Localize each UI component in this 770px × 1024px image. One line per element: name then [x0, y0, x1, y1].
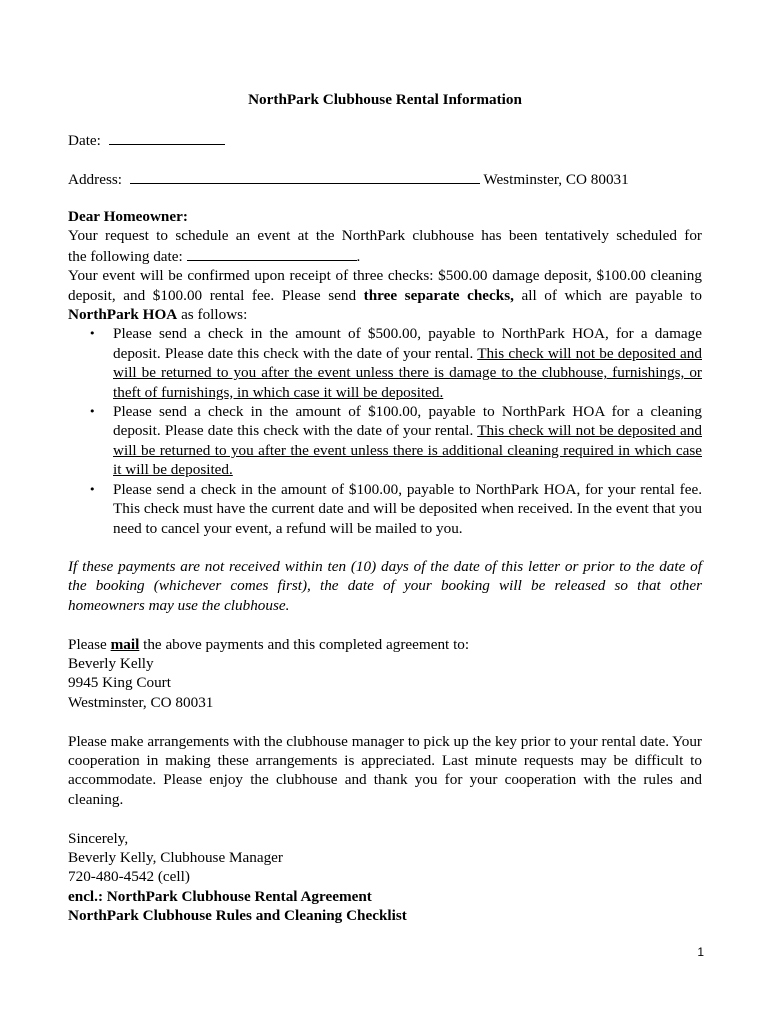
intro-line-1: Your request to schedule an event at the NorthPark clubhouse has been tentatively scheduled for	[68, 227, 702, 245]
closing: Sincerely,	[68, 829, 129, 847]
mail-city: Westminster, CO 80031	[68, 693, 214, 711]
address-label: Address:	[68, 171, 122, 188]
mail-prefix: Please	[68, 635, 111, 653]
payment-deadline-warning: If these payments are not received within ten (10) days of the date of this letter or prior to the date of the booking (whichever comes first), the date of your booking will be released so that other homeowners may use the clubhouse.	[68, 557, 702, 614]
list-item-cleaning-deposit	[68, 402, 702, 480]
signer: Beverly Kelly, Clubhouse Manager	[68, 848, 283, 866]
confirm-text-a: Your event will be confirmed upon receipt of three checks: $500.00 damage deposit, $100.00 cleaning deposit, and $100.00 rental fee. Please send	[68, 267, 702, 304]
date-label: Date:	[68, 132, 101, 149]
letter-body	[68, 207, 702, 926]
confirm-three-checks: three separate checks,	[363, 286, 514, 304]
mail-street: 9945 King Court	[68, 674, 171, 692]
list-item-rental-fee	[68, 480, 702, 538]
page-number: 1	[697, 945, 704, 959]
phone-number: 720-480-4542 (cell)	[68, 868, 190, 886]
damage-deposit-text: Please send a check in the amount of $500.00, payable to NorthPark HOA, for a damage deposit. Please date this check with the date of your rental.	[113, 325, 702, 362]
cleaning-deposit-note: This check will not be deposited and will be returned to you after the event unless there is additional cleaning required in which case it will be deposited.	[113, 422, 702, 479]
address-city: Westminster, CO 80031	[483, 171, 629, 188]
spacer	[68, 809, 702, 828]
enclosure-2: NorthPark Clubhouse Rules and Cleaning Checklist	[68, 907, 407, 925]
mail-emphasis: mail	[110, 635, 140, 653]
address-row	[68, 168, 629, 189]
date-row	[68, 129, 225, 150]
bullet-icon: •	[89, 405, 96, 419]
intro-line-2	[68, 246, 702, 266]
mail-recipient-name: Beverly Kelly	[68, 654, 154, 672]
check-instructions-list	[68, 324, 702, 537]
list-item-damage-deposit	[68, 324, 702, 402]
bullet-icon: •	[89, 327, 96, 341]
confirm-text-c: as follows:	[177, 306, 248, 324]
confirmation-paragraph	[68, 266, 702, 324]
confirm-payee: NorthPark HOA	[68, 306, 178, 324]
damage-deposit-note: This check will not be deposited and will be returned to you after the event unless there is damage to the clubhouse, furnishings, or theft of furnishings, in which case it will be deposited.	[113, 344, 702, 401]
date-blank-line	[109, 129, 225, 145]
mail-suffix: the above payments and this completed agreement to:	[139, 635, 470, 653]
spacer	[68, 615, 702, 634]
bullet-icon: •	[89, 482, 96, 496]
document-title: NorthPark Clubhouse Rental Information	[248, 91, 522, 108]
intro-date-prefix: the following date:	[68, 247, 183, 265]
event-date-blank-line	[187, 246, 357, 261]
intro-date-suffix: .	[356, 247, 361, 265]
rental-fee-text: Please send a check in the amount of $100.00, payable to NorthPark HOA, for your rental fee. This check must have the current date and will be deposited when received. In the event that you need to cancel your event, a refund will be mailed to you.	[113, 480, 702, 537]
confirm-text-b: all of which are payable to	[513, 286, 702, 304]
key-pickup-paragraph: Please make arrangements with the clubhouse manager to pick up the key prior to your rental date. Your cooperation in making these arrangements is appreciated. Last minute requests may be difficult to accommodate. Please enjoy the clubhouse and thank you for your cooperation with the rules and cleaning.	[68, 732, 702, 808]
salutation: Dear Homeowner:	[68, 208, 188, 225]
enclosure-1: encl.: NorthPark Clubhouse Rental Agreement	[68, 887, 372, 905]
spacer	[68, 712, 702, 731]
address-blank-line	[130, 168, 480, 184]
mail-instructions	[68, 635, 702, 654]
cleaning-deposit-text: Please send a check in the amount of $100.00, payable to NorthPark HOA for a cleaning deposit. Please date this check with the date of your rental.	[113, 403, 702, 440]
